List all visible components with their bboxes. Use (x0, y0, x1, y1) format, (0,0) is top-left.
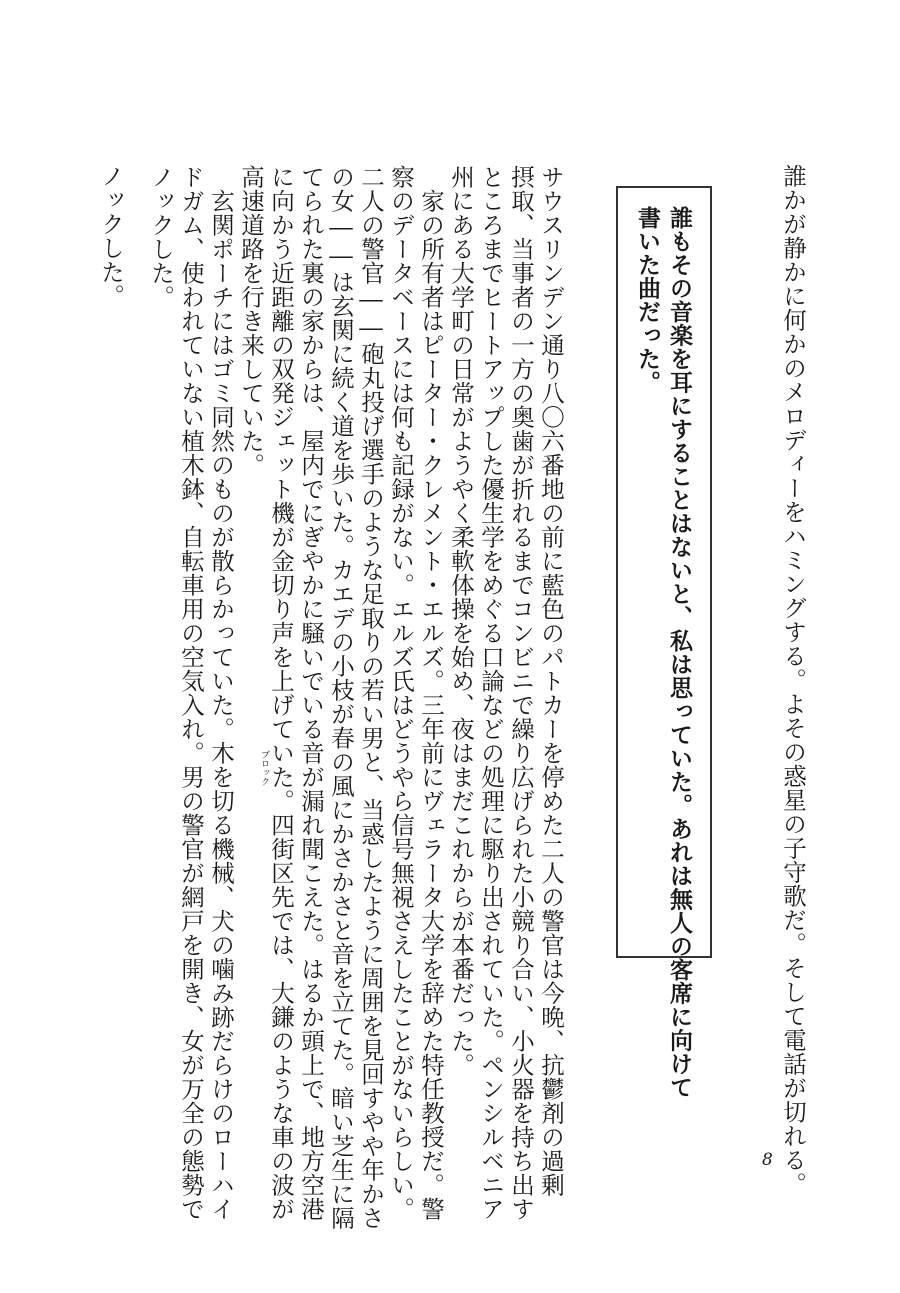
boxed-line-1: 誰もその音楽を耳にすることはないと、私は思っていた。あれは無人の客席に向けて (666, 206, 692, 1099)
text-column-outro: ノックした。 (97, 164, 125, 308)
body-column-5: 家の所有者はピーター・クレメント・エルズ。三年前にヴェラータ大学を辞めた特任教授だ。警 (417, 189, 445, 1221)
body-column-1: サウスリンデン通り八〇六番地の前に藍色のパトカーを停めた二人の警官は今晩、抗鬱剤の過剰 (537, 165, 565, 1197)
body-column-14: ノックした。 (147, 165, 175, 309)
ruby-annotation: ブロック (259, 750, 269, 786)
body-column-10: に向かう近距離の双発ジェット機が金切り声を上げていた。四街区先では、大鎌のような車の波が (267, 165, 295, 1221)
body-column-7: 二人の警官――砲丸投げ選手のような足取りの若い男と、当惑したように周囲を見回すやや年かさ (357, 165, 385, 1230)
body-column-12: 玄関ポーチにはゴミ同然のものが散らかっていた。木を切る機械、犬の噛み跡だらけのローハイ (207, 189, 235, 1221)
page-number: 8 (762, 1150, 773, 1170)
text-column-intro: 誰かが静かに何かのメロディーをハミングする。よその惑星の子守歌だ。そして電話が切れる。 (779, 164, 807, 1196)
body-column-2: 摂取、当事者の一方の奥歯が折れるまでコンビニで繰り広げられた小競り合い、小火器を持ち出す (507, 165, 535, 1221)
body-column-13: ドガム、使われていない植木鉢、自転車用の空気入れ。男の警官が網戸を開き、女が万全の態勢で (177, 165, 205, 1221)
body-column-6: 察のデータベースには何も記録がない。エルズ氏はどうやら信号無視さえしたことがないらしい。 (387, 165, 415, 1221)
body-column-11: 高速道路を行き来していた。 (237, 165, 265, 477)
body-column-9: てられた裏の家からは、屋内でにぎやかに騒いでいる音が漏れ聞こえた。はるか頭上で、地方空港 (297, 165, 325, 1221)
body-column-4: 州にある大学町の日常がようやく柔軟体操を始め、夜はまだこれからが本番だった。 (447, 165, 475, 1077)
body-column-8: の女――は玄関に続く道を歩いた。カエデの小枝が春の風にかさかさと音を立てた。暗い芝生に隔 (327, 165, 355, 1230)
body-column-3: ところまでヒートアップした優生学をめぐる口論などの処理に駆り出されていた。ペンシルベニア (477, 165, 505, 1221)
boxed-line-2: 書いた曲だった。 (634, 206, 660, 394)
